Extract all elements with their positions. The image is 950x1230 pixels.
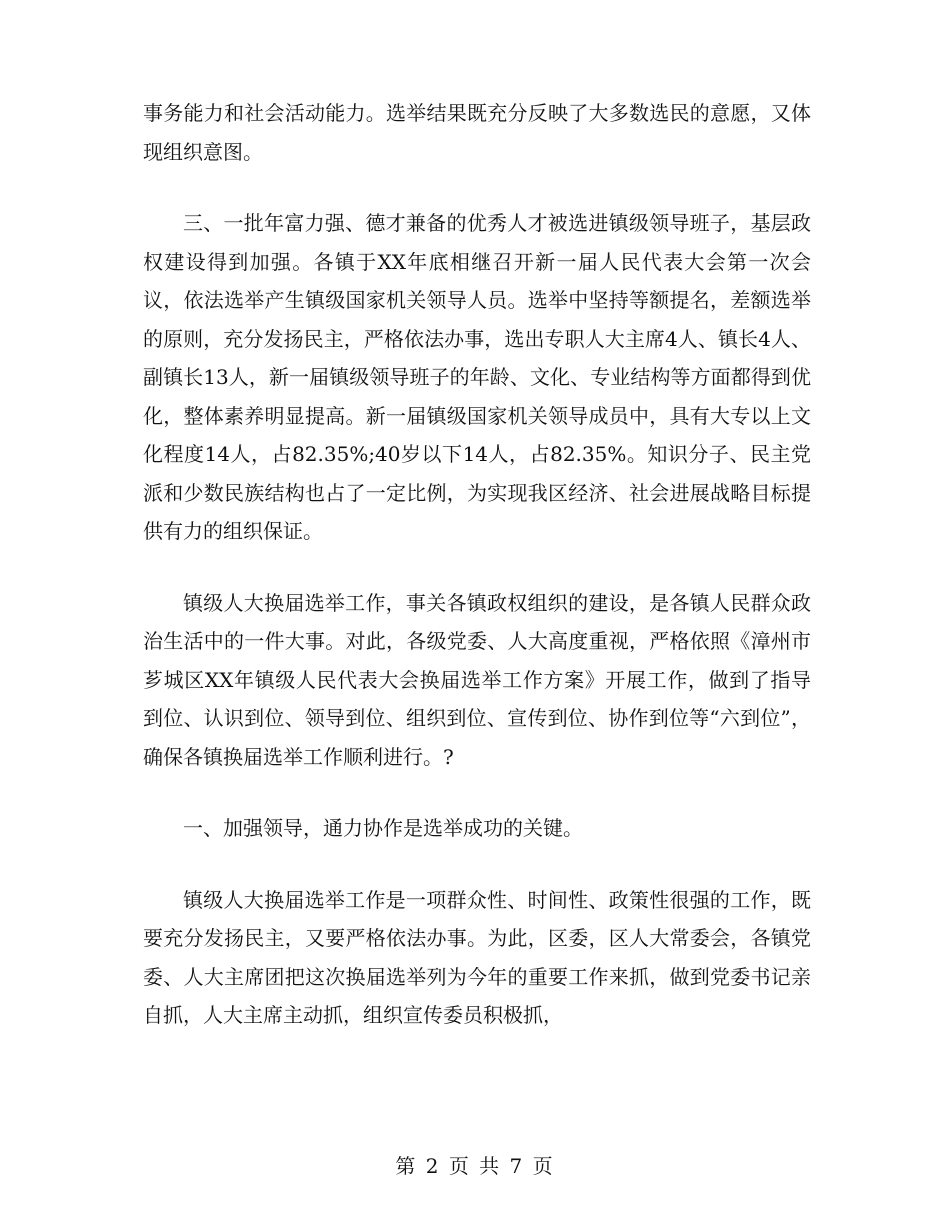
paragraph-1: 事务能力和社会活动能力。选举结果既充分反映了大多数选民的意愿，又体现组织意图。 bbox=[143, 101, 811, 164]
page-number-footer: 第 2 页 共 7 页 bbox=[395, 1154, 555, 1178]
paragraph-2: 三、一批年富力强、德才兼备的优秀人才被选进镇级领导班子，基层政权建设得到加强。各镇于XX年底相继召开新一届人民代表大会第一次会议，依法选举产生镇级国家机关领导人员。选举中坚持等额提名，差额选举的原则，充分发扬民主，严格依法办事，选出专职人大主席4人、镇长4人、副镇长13人，新一届镇级领导班子的年龄、文化、专业结构等方面都得到优化，整体素养明显提高。新一届镇级国家机关领导成员中，具有大专以上文化程度14人，占82.35%;40岁以下14人，占82.35%。知识分子、民主党派和少数民族结构也占了一定比例，为实现我区经济、社会进展战略目标提供有力的组织保证。 bbox=[143, 211, 811, 543]
paragraph-4: 一、加强领导，通力协作是选举成功的关键。 bbox=[183, 816, 583, 840]
document-body bbox=[143, 94, 811, 1035]
paragraph-3: 镇级人大换届选举工作，事关各镇政权组织的建设，是各镇人民群众政治生活中的一件大事。对此，各级党委、人大高度重视，严格依照《漳州市芗城区XX年镇级人民代表大会换届选举工作方案》开展工作，做到了指导到位、认识到位、领导到位、组织到位、宣传到位、协作到位等“六到位”，确保各镇换届选举工作顺利进行。? bbox=[143, 590, 811, 769]
paragraph-5: 镇级人大换届选举工作是一项群众性、时间性、政策性很强的工作，既要充分发扬民主，又要严格依法办事。为此，区委，区人大常委会，各镇党委、人大主席团把这次换届选举列为今年的重要工作来抓，做到党委书记亲自抓，人大主席主动抓，组织宣传委员积极抓， bbox=[143, 887, 811, 1027]
